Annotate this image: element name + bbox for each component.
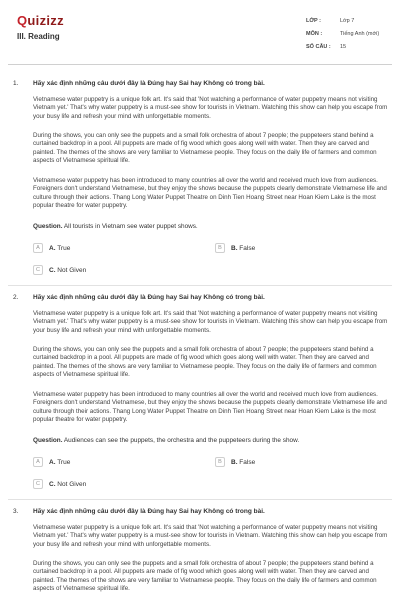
meta-label: MÔN : <box>306 30 323 37</box>
option-text: Not Given <box>55 266 87 274</box>
option-c[interactable] <box>33 479 86 489</box>
option-text: False <box>237 244 256 252</box>
question-statement: All tourists in Vietnam see water puppet shows. <box>62 223 198 230</box>
passage-paragraph: Vietnamese water puppetry is a unique folk art. It's said that 'Not watching a performance of water puppetry means not visiting Vietnam yet.' That's why water puppetry is a must-see show for tourists in Vietnam. Watching this show can help you escape from your busy life and refresh your mind with unforgettable moments. <box>33 310 388 334</box>
option-key: B. <box>231 244 238 252</box>
option-label <box>49 245 70 252</box>
passage-paragraph: Vietnamese water puppetry has been introduced to many countries all over the world and received much love from audiences. Foreigners don't understand Vietnamese, but they enjoy the shows because the puppets clearly demonstrate Vietnamese life and culture through their actions. Thang Long Water Puppet Theatre on Dinh Tien Hoang Street near Hoan Kiem Lake is the most popular theatre for water puppetry. <box>33 391 387 423</box>
question-text <box>33 437 299 444</box>
question-heading: Hãy xác định những câu dưới đây là Đúng hay Sai hay Không có trong bài. <box>33 80 265 87</box>
option-letter-box: A <box>33 243 43 253</box>
passage-paragraph: During the shows, you can only see the puppets and a small folk orchestra of about 7 people; the puppeteers stand behind a curtained backdrop in a pool. All puppets are made of fig wood which goes along well with water. Then they are carved and painted. The themes of the shows are very familiar to Vietnamese people. They focus on the daily life of farmers and common aspects of Vietnamese spiritual life. <box>33 132 377 164</box>
meta-value: Lớp 7 <box>340 17 355 24</box>
meta-label: SỐ CÂU : <box>306 43 331 50</box>
option-label <box>49 267 86 274</box>
question-number: 2. <box>13 294 19 301</box>
question-number: 3. <box>13 508 19 515</box>
meta-value: Tiếng Anh (mới) <box>340 30 380 37</box>
option-c[interactable] <box>33 265 86 275</box>
quizizz-logo: Quizizz <box>17 13 64 28</box>
question-divider <box>8 285 392 286</box>
option-key: A. <box>49 458 56 466</box>
option-label <box>231 459 255 466</box>
passage-paragraph: During the shows, you can only see the puppets and a small folk orchestra of about 7 people; the puppeteers stand behind a curtained backdrop in a pool. All puppets are made of fig wood which goes along well with water. Then they are carved and painted. The themes of the shows are very familiar to Vietnamese people. They focus on the daily life of farmers and common aspects of Vietnamese spiritual life. <box>33 346 377 378</box>
question-divider <box>8 499 392 500</box>
option-text: True <box>55 458 71 466</box>
meta-value: 15 <box>340 43 347 50</box>
option-key: A. <box>49 244 56 252</box>
passage-paragraph: Vietnamese water puppetry is a unique folk art. It's said that 'Not watching a performance of water puppetry means not visiting Vietnam yet.' That's why water puppetry is a must-see show for tourists in Vietnam. Watching this show can help you escape from your busy life and refresh your mind with unforgettable moments. <box>33 96 388 120</box>
option-key: C. <box>49 266 56 274</box>
passage-paragraph: Vietnamese water puppetry is a unique folk art. It's said that 'Not watching a performance of water puppetry means not visiting Vietnam yet.' That's why water puppetry is a must-see show for tourists in Vietnam. Watching this show can help you escape from your busy life and refresh your mind with unforgettable moments. <box>33 524 388 548</box>
meta-row-class <box>306 14 394 27</box>
option-key: B. <box>231 458 238 466</box>
question-label: Question. <box>33 223 63 230</box>
option-b[interactable] <box>215 457 255 467</box>
option-a[interactable] <box>33 457 70 467</box>
option-letter-box: B <box>215 457 225 467</box>
option-a[interactable] <box>33 243 70 253</box>
page-header <box>0 0 400 64</box>
meta-info <box>306 14 394 53</box>
option-label <box>231 245 255 252</box>
section-title: III. Reading <box>17 32 60 41</box>
meta-label: LỚP : <box>306 17 321 24</box>
question-heading: Hãy xác định những câu dưới đây là Đúng hay Sai hay Không có trong bài. <box>33 294 265 301</box>
question-heading: Hãy xác định những câu dưới đây là Đúng hay Sai hay Không có trong bài. <box>33 508 265 515</box>
question-label: Question. <box>33 437 63 444</box>
meta-row-subject <box>306 27 394 40</box>
passage-paragraph: During the shows, you can only see the puppets and a small folk orchestra of about 7 people; the puppeteers stand behind a curtained backdrop in a pool. All puppets are made of fig wood which goes along well with water. Then they are carved and painted. The themes of the shows are very familiar to Vietnamese people. They focus on the daily life of farmers and common aspects of Vietnamese spiritual life. <box>33 560 377 592</box>
option-b[interactable] <box>215 243 255 253</box>
meta-row-count <box>306 40 394 53</box>
option-letter-box: B <box>215 243 225 253</box>
option-key: C. <box>49 480 56 488</box>
option-text: False <box>237 458 256 466</box>
option-text: Not Given <box>55 480 87 488</box>
header-divider <box>8 64 392 65</box>
question-number: 1. <box>13 80 19 87</box>
option-text: True <box>55 244 71 252</box>
question-statement: Audiences can see the puppets, the orchestra and the puppeteers during the show. <box>62 437 300 444</box>
option-letter-box: C <box>33 479 43 489</box>
option-label <box>49 481 86 488</box>
option-label <box>49 459 70 466</box>
passage-paragraph: Vietnamese water puppetry has been introduced to many countries all over the world and received much love from audiences. Foreigners don't understand Vietnamese, but they enjoy the shows because the puppets clearly demonstrate Vietnamese life and culture through their actions. Thang Long Water Puppet Theatre on Dinh Tien Hoang Street near Hoan Kiem Lake is the most popular theatre for water puppetry. <box>33 177 387 209</box>
option-letter-box: C <box>33 265 43 275</box>
question-text <box>33 223 198 230</box>
option-letter-box: A <box>33 457 43 467</box>
